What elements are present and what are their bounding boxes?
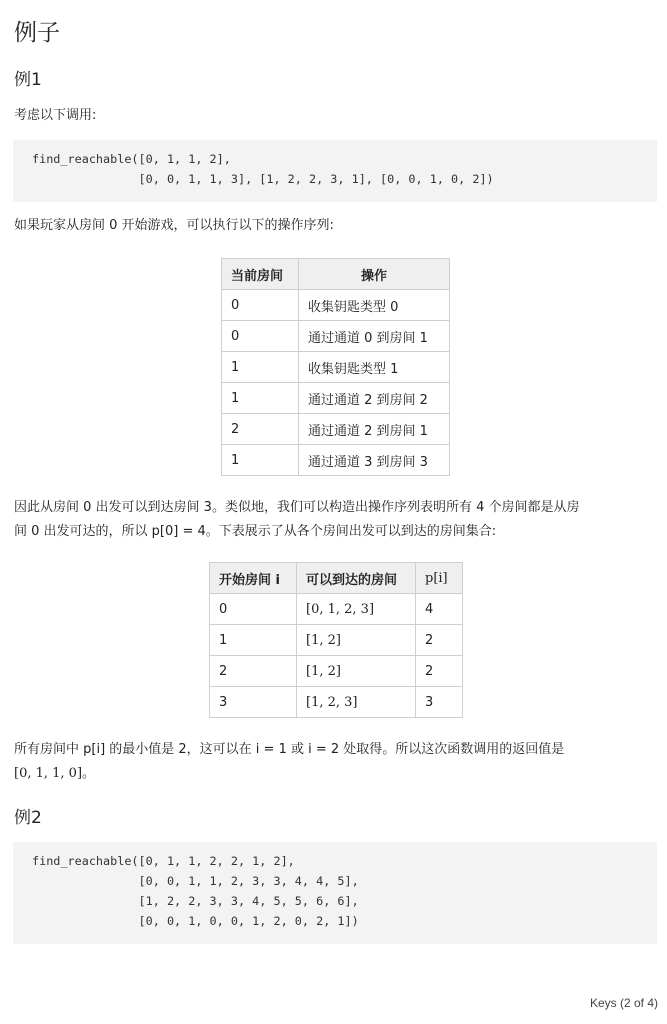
table-row [210,656,463,687]
table-row [222,321,450,352]
col-header-p-i: p[i] [416,563,463,594]
col-header-current-room: 当前房间 [222,259,299,290]
table-cell: 3 [416,687,463,718]
table-row [222,352,450,383]
page-indicator: Keys (2 of 4) [589,996,658,1010]
table-cell: 通过通道 3 到房间 3 [299,445,450,476]
reachable-table-header [210,563,463,594]
table-cell: 2 [222,414,299,445]
table-cell: 0 [222,321,299,352]
table-cell: [1, 2] [297,656,416,687]
table-row [210,625,463,656]
table-cell: 0 [222,290,299,321]
table-cell: 2 [416,656,463,687]
table-cell: 0 [210,594,297,625]
example1-code-block: find_reachable([0, 1, 1, 2], [0, 0, 1, 1, 3], [1, 2, 2, 3, 1], [0, 0, 1, 0, 2]) [13,140,657,202]
table-cell: 2 [210,656,297,687]
example1-heading: 例1 [14,70,42,90]
table-cell: 收集钥匙类型 0 [299,290,450,321]
operations-table [221,258,450,476]
table-cell: 1 [222,445,299,476]
table-cell: 1 [222,352,299,383]
reachable-table [209,562,463,718]
table-cell: 通过通道 0 到房间 1 [299,321,450,352]
example2-heading: 例2 [14,808,42,828]
table-cell: 2 [416,625,463,656]
sequence-intro: 如果玩家从房间 0 开始游戏，可以执行以下的操作序列: [14,218,334,233]
example2-code-block: find_reachable([0, 1, 1, 2, 2, 1, 2], [0, 0, 1, 1, 2, 3, 3, 4, 4, 5], [1, 2, 2, 3, 3, 4, 5, 5, 6, 6], [0, 0, 1, 0, 0, 1, 2, 0, 2, 1]) [13,842,657,944]
table-row [210,594,463,625]
table-row [222,290,450,321]
page-title: 例子 [14,20,60,46]
table-cell: [0, 1, 2, 3] [297,594,416,625]
explanation-line-1: 因此从房间 0 出发可以到达房间 3。类似地，我们可以构造出操作序列表明所有 4 个房间都是从房 [14,500,580,515]
example1-intro: 考虑以下调用: [14,108,97,123]
conclusion-line-1: 所有房间中 p[i] 的最小值是 2，这可以在 i = 1 或 i = 2 处取得。所以这次函数调用的返回值是 [14,742,565,757]
col-header-reachable-rooms: 可以到达的房间 [297,563,416,594]
operations-table-header [222,259,450,290]
table-cell: 1 [222,383,299,414]
table-cell: 4 [416,594,463,625]
table-row [222,383,450,414]
col-header-operation: 操作 [299,259,450,290]
table-row [222,414,450,445]
table-cell: 3 [210,687,297,718]
table-cell: 通过通道 2 到房间 2 [299,383,450,414]
table-row [210,687,463,718]
table-row [222,445,450,476]
table-cell: 通过通道 2 到房间 1 [299,414,450,445]
table-cell: 1 [210,625,297,656]
conclusion-line-2: [0, 1, 1, 0]。 [14,766,96,781]
table-cell: 收集钥匙类型 1 [299,352,450,383]
col-header-start-room: 开始房间 i [210,563,297,594]
explanation-line-2: 间 0 出发可达的，所以 p[0] = 4。下表展示了从各个房间出发可以到达的房间集合: [14,524,497,539]
table-cell: [1, 2, 3] [297,687,416,718]
table-cell: [1, 2] [297,625,416,656]
